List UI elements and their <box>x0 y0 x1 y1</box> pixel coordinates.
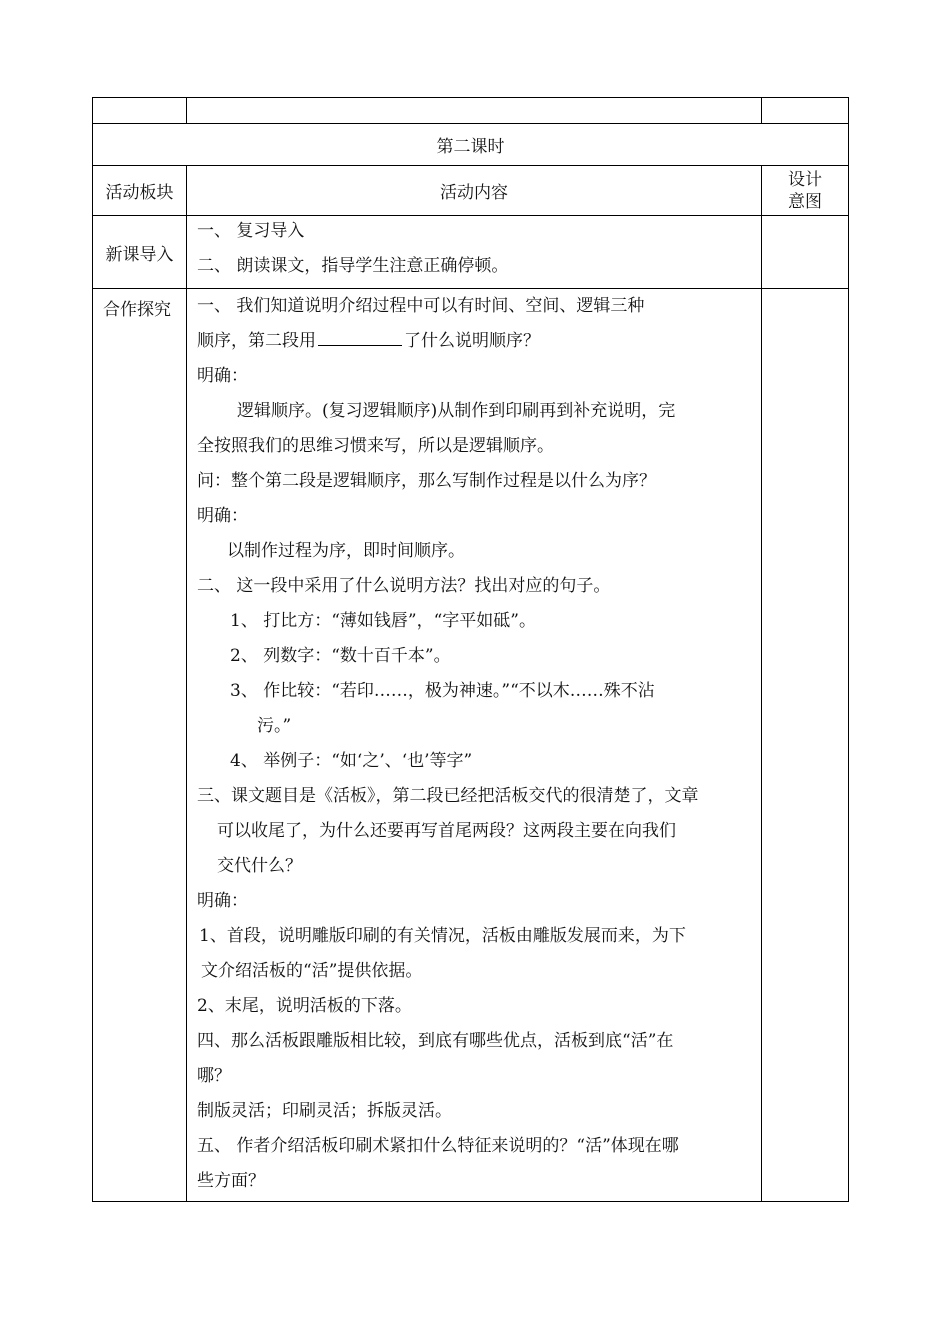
answer-text: 1、首段，说明雕版印刷的有关情况，活板由雕版发展而来，为下 <box>199 926 686 946</box>
explore-label: 合作探究 <box>93 289 187 1202</box>
question-part: 顺序，第二段用 <box>197 331 316 351</box>
column-header-design <box>762 166 849 216</box>
fill-blank <box>318 327 402 346</box>
question-text: 三、课文题目是《活板》，第二段已经把活板交代的很清楚了，文章 <box>197 786 699 806</box>
design-cell <box>762 216 849 289</box>
answer-text: 2、末尾，说明活板的下落。 <box>197 996 412 1016</box>
intro-item: 一、 复习导入 <box>197 221 305 241</box>
session-title: 第二课时 <box>93 124 849 166</box>
answer-text: 制版灵活；印刷灵活；拆版灵活。 <box>197 1101 452 1121</box>
table-header-row <box>93 166 849 216</box>
question-text: 问：整个第二段是逻辑顺序，那么写制作过程是以什么为序？ <box>197 471 656 491</box>
answer-text: 以制作过程为序，即时间顺序。 <box>227 541 465 561</box>
design-cell <box>762 289 849 1202</box>
method-item: 1、 打比方：“薄如钱唇”，“字平如砥”。 <box>230 611 536 631</box>
column-header-block: 活动板块 <box>93 166 187 216</box>
question-part: 了什么说明顺序？ <box>404 331 540 351</box>
empty-cell <box>93 98 187 124</box>
question-text <box>197 324 753 359</box>
answer-label: 明确： <box>197 506 248 526</box>
design-header-line1: 设计 <box>788 169 822 190</box>
table-row <box>93 98 849 124</box>
question-text: 五、 作者介绍活板印刷术紧扣什么特征来说明的？“活”体现在哪 <box>197 1136 679 1156</box>
answer-label: 明确： <box>197 891 248 911</box>
question-text: 哪？ <box>197 1066 231 1086</box>
question-text: 二、 这一段中采用了什么说明方法？找出对应的句子。 <box>197 576 611 596</box>
method-item: 污。” <box>257 716 292 736</box>
question-text: 一、 我们知道说明介绍过程中可以有时间、空间、逻辑三种 <box>197 296 645 316</box>
design-header-line2: 意图 <box>788 191 822 212</box>
table-row <box>93 124 849 166</box>
empty-cell <box>187 98 762 124</box>
answer-text: 逻辑顺序。(复习逻辑顺序)从制作到印刷再到补充说明，完 <box>237 401 676 421</box>
answer-text: 文介绍活板的“活”提供依据。 <box>201 961 423 981</box>
question-text: 交代什么？ <box>217 856 302 876</box>
method-item: 3、 作比较：“若印……，极为神速。”“不以木……殊不沾 <box>230 681 655 701</box>
question-text: 四、那么活板跟雕版相比较，到底有哪些优点，活板到底“活”在 <box>197 1031 674 1051</box>
table-row-explore <box>93 289 849 1202</box>
intro-label: 新课导入 <box>93 216 187 289</box>
intro-item: 二、 朗读课文，指导学生注意正确停顿。 <box>197 256 509 276</box>
method-item: 4、 举例子：“如‘之’、‘也’等字” <box>230 751 473 771</box>
explore-content <box>187 289 762 1202</box>
question-text: 可以收尾了，为什么还要再写首尾两段？这两段主要在向我们 <box>217 821 676 841</box>
method-item: 2、 列数字：“数十百千本”。 <box>230 646 451 666</box>
answer-label: 明确： <box>197 366 248 386</box>
intro-content <box>187 216 762 289</box>
table-row-intro <box>93 216 849 289</box>
answer-text: 全按照我们的思维习惯来写，所以是逻辑顺序。 <box>197 436 554 456</box>
question-text: 些方面？ <box>197 1171 265 1191</box>
empty-cell <box>762 98 849 124</box>
column-header-content: 活动内容 <box>187 166 762 216</box>
lesson-plan-table <box>92 97 849 1202</box>
